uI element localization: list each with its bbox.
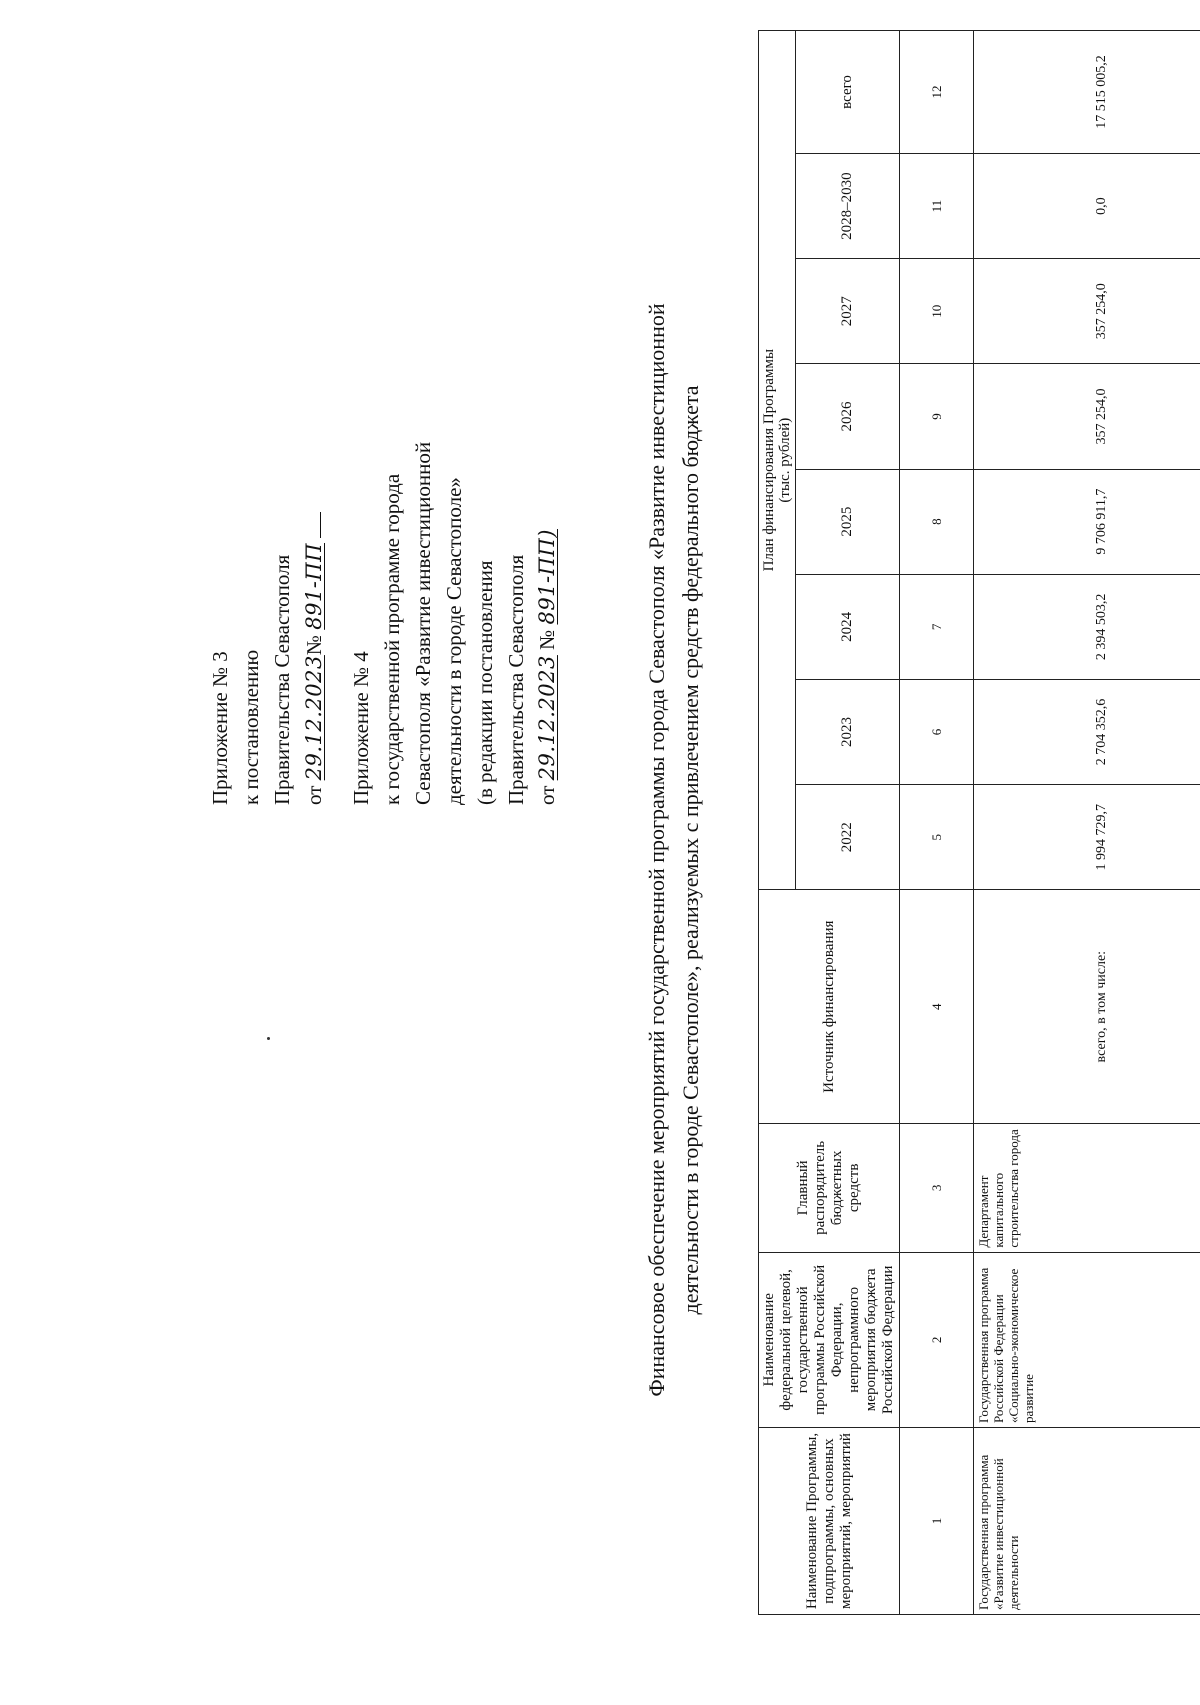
column-number: 12 <box>900 31 974 154</box>
column-number: 3 <box>900 1124 974 1253</box>
approval-2-date: 29.12.2023 <box>535 655 559 781</box>
approval-1-from-label: от <box>302 785 326 805</box>
approval-1-date: 29.12.2023 <box>302 655 326 781</box>
table-row <box>973 31 1200 1615</box>
header-year: 2026 <box>796 364 900 469</box>
header-year: 2022 <box>796 785 900 890</box>
column-number: 5 <box>900 785 974 890</box>
header-plan <box>759 31 796 890</box>
column-number: 4 <box>900 890 974 1124</box>
column-number: 1 <box>900 1427 974 1614</box>
approval-1-underline <box>298 512 321 538</box>
column-number-row <box>900 31 974 1615</box>
approval-block-1 <box>205 442 330 805</box>
cell-value-2026: 357 254,0 <box>973 364 1200 469</box>
approval-1-line2: к постановлению <box>239 649 263 805</box>
approval-2-line6: Правительства Севастополя <box>504 554 528 805</box>
page-title <box>640 135 708 1565</box>
scan-speck <box>267 1037 270 1040</box>
approval-2-num-label: № <box>535 629 559 650</box>
column-number: 11 <box>900 153 974 258</box>
column-number: 10 <box>900 259 974 364</box>
column-number: 8 <box>900 469 974 574</box>
cell-source: всего, в том числе: <box>973 890 1200 1124</box>
approval-2-from-label: от <box>535 785 559 805</box>
approval-1-line1: Приложение № 3 <box>208 651 232 805</box>
cell-value-2024: 2 394 503,2 <box>973 574 1200 679</box>
header-total: всего <box>796 31 900 154</box>
header-year: 2025 <box>796 469 900 574</box>
approval-stamps <box>205 442 579 805</box>
column-number: 9 <box>900 364 974 469</box>
cell-federal-program: Государственная программа Российской Федерации «Социально-экономическое развитие <box>973 1252 1200 1427</box>
column-number: 6 <box>900 679 974 784</box>
header-federal-program: Наименование федеральной целевой, государственной программы Российской Федерации, непрограммного мероприятия бюджета Российской Федерации <box>759 1252 900 1427</box>
approval-1-num-label: № <box>302 635 326 656</box>
header-year: 2028–2030 <box>796 153 900 258</box>
header-plan-unit: (тыс. рублей) <box>777 417 793 503</box>
header-row-1 <box>759 31 796 1615</box>
cell-value-total: 17 515 005,2 <box>973 31 1200 154</box>
approval-block-2 <box>346 442 563 805</box>
cell-program: Государственная программа «Развитие инвестиционной деятельности <box>973 1427 1200 1614</box>
cell-value-2023: 2 704 352,6 <box>973 679 1200 784</box>
header-year: 2023 <box>796 679 900 784</box>
approval-2-number: 891-ПП <box>535 537 559 625</box>
header-administrator: Главный распорядитель бюджетных средств <box>759 1124 900 1253</box>
approval-2-line3: Севастополя «Развитие инвестиционной <box>411 441 435 805</box>
header-program: Наименование Программы, подпрограммы, основных мероприятий, мероприятий <box>759 1427 900 1614</box>
header-source: Источник финансирования <box>759 890 900 1124</box>
column-number: 7 <box>900 574 974 679</box>
financing-table <box>758 30 1200 1615</box>
approval-1-line3: Правительства Севастополя <box>270 554 294 805</box>
approval-2-line5: (в редакции постановления <box>473 560 497 805</box>
title-line-2: деятельности в городе Севастополе», реализуемых с привлечением средств федерального бюджета <box>678 385 703 1315</box>
cell-administrator: Департамент капитального строительства города <box>973 1124 1200 1253</box>
header-year: 2027 <box>796 259 900 364</box>
approval-2-date-line <box>532 442 563 805</box>
cell-value-2028-2030: 0,0 <box>973 153 1200 258</box>
cell-value-2025: 9 706 911,7 <box>973 469 1200 574</box>
approval-2-closing: ) <box>535 529 559 538</box>
approval-2-line2: к государственной программе города <box>380 473 404 805</box>
cell-value-2022: 1 994 729,7 <box>973 785 1200 890</box>
header-plan-title: План финансирования Программы <box>761 348 777 572</box>
approval-2-line4: деятельности в городе Севастополе» <box>442 477 466 805</box>
title-line-1: Финансовое обеспечение мероприятий государственной программы города Севастополя «Развитие инвестиционной <box>644 303 669 1397</box>
cell-value-2027: 357 254,0 <box>973 259 1200 364</box>
column-number: 2 <box>900 1252 974 1427</box>
approval-1-date-line <box>298 442 330 805</box>
approval-2-line1: Приложение № 4 <box>349 651 373 805</box>
header-year: 2024 <box>796 574 900 679</box>
approval-1-number: 891-ПП <box>302 542 326 630</box>
